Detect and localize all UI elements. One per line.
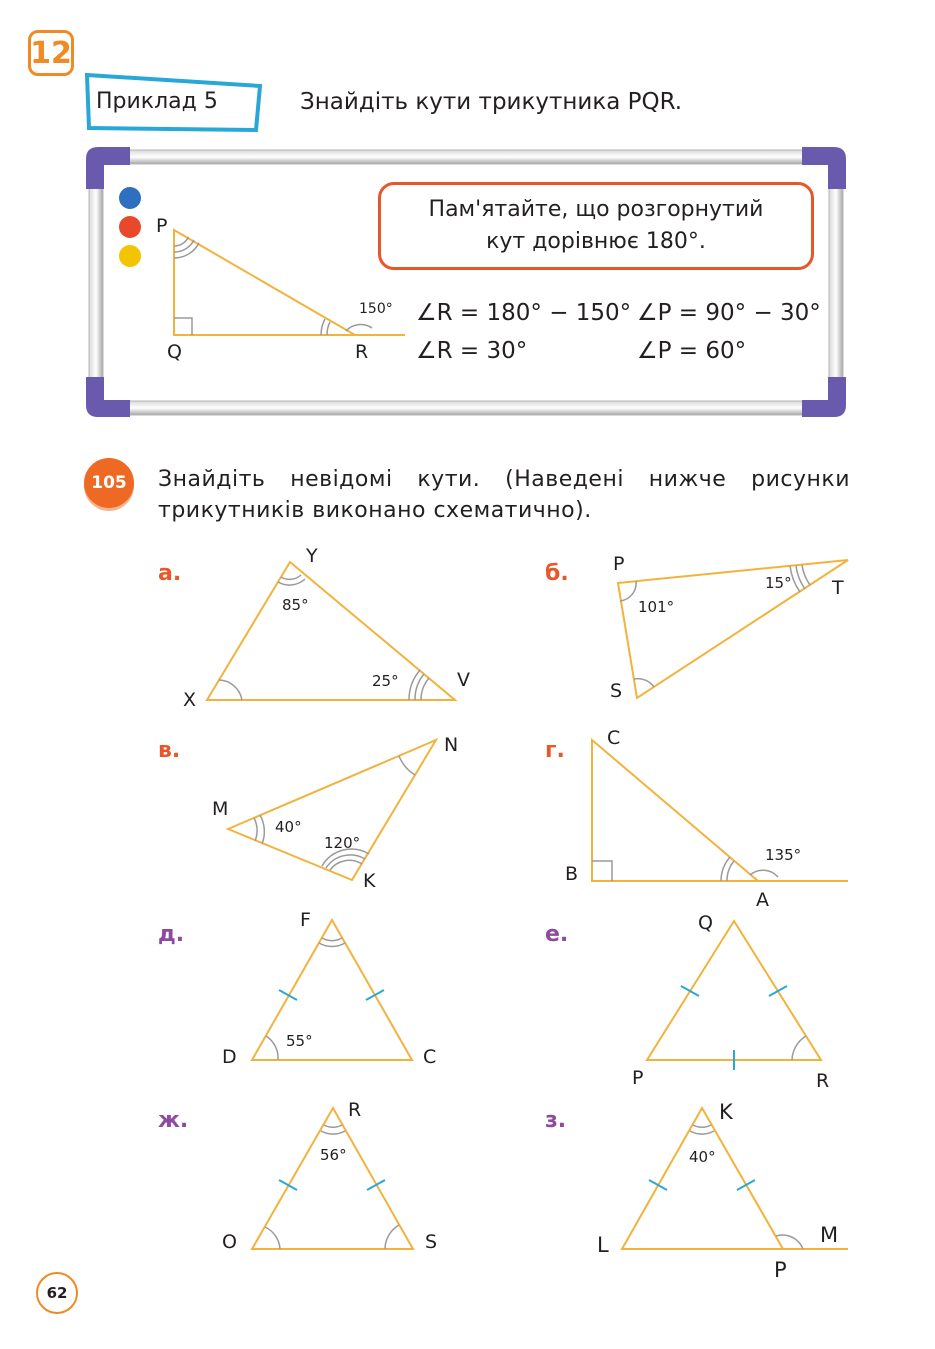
triangle-xyv (207, 562, 455, 700)
angle-zh-56: 56° (320, 1146, 347, 1164)
task-letter-g: г. (545, 738, 565, 763)
equation-p-1: ∠P = 90° − 30° (637, 300, 821, 326)
vertex-r: R (355, 341, 369, 363)
triangle-cba (592, 740, 848, 881)
task-letter-e: е. (545, 922, 569, 947)
label-a-x: X (183, 689, 197, 711)
label-z-l: L (597, 1233, 609, 1257)
task-letter-d: д. (158, 922, 185, 947)
reminder-line-2: кут дорівнює 180°. (486, 229, 706, 254)
example-task: Знайдіть кути трикутника PQR. (300, 89, 683, 115)
angle-z-40: 40° (689, 1148, 716, 1166)
exercise-text: Знайдіть невідомі кути. (Наведені нижче рисунки трикутників виконано схематично). (158, 467, 850, 523)
angle-v-40: 40° (275, 818, 302, 836)
task-letter-b: б. (545, 561, 569, 586)
label-g-b: B (565, 863, 579, 885)
label-z-p: P (774, 1258, 787, 1282)
label-a-v: V (457, 669, 470, 691)
triangle-qpr (647, 921, 821, 1070)
label-z-m: M (820, 1223, 839, 1247)
exercise-number-badge: 105 (84, 458, 134, 508)
label-d-d: D (222, 1046, 237, 1068)
label-v-k: K (363, 870, 376, 892)
angle-g-135: 135° (765, 846, 802, 864)
label-g-c: C (607, 727, 621, 749)
label-e-q: Q (698, 912, 713, 934)
label-v-n: N (444, 734, 459, 756)
equation-r-1: ∠R = 180° − 150° (416, 300, 632, 326)
triangle-ros (252, 1108, 413, 1249)
triangle-pts (618, 560, 848, 698)
triangle-mnk (228, 740, 436, 880)
equation-r-2: ∠R = 30° (416, 338, 528, 364)
angle-a-25: 25° (372, 672, 399, 690)
label-v-m: M (212, 798, 229, 820)
label-zh-r: R (348, 1099, 362, 1121)
label-b-t: T (832, 577, 844, 599)
label-a-y: Y (306, 545, 318, 567)
label-zh-s: S (425, 1231, 438, 1253)
label-b-s: S (610, 680, 623, 702)
label-z-k: K (719, 1100, 733, 1124)
task-letter-a: а. (158, 561, 182, 586)
label-b-p: P (613, 553, 625, 575)
angle-v-120: 120° (324, 834, 361, 852)
task-letter-zh: ж. (158, 1108, 189, 1133)
label-d-c: C (423, 1046, 437, 1068)
label-g-a: A (756, 889, 769, 911)
label-e-p: P (632, 1067, 644, 1089)
reminder-line-1: Пам'ятайте, що розгорнутий (428, 197, 764, 222)
task-letter-v: в. (158, 738, 181, 763)
label-d-f: F (300, 909, 311, 931)
chapter-number: 12 (28, 30, 74, 76)
triangle-klp (622, 1108, 848, 1249)
angle-b-101: 101° (638, 598, 675, 616)
label-zh-o: O (222, 1231, 237, 1253)
triangle-fdc (252, 920, 412, 1060)
example-label: Приклад 5 (96, 89, 218, 114)
equation-p-2: ∠P = 60° (637, 338, 747, 364)
angle-b-15: 15° (765, 574, 792, 592)
vertex-p: P (156, 215, 168, 237)
page-number: 62 (36, 1272, 78, 1314)
task-letter-z: з. (545, 1108, 567, 1133)
vertex-q: Q (167, 341, 182, 363)
angle-d-55: 55° (286, 1032, 313, 1050)
label-e-r: R (816, 1070, 830, 1092)
angle-a-85: 85° (282, 596, 309, 614)
exterior-angle-label: 150° (359, 301, 393, 317)
